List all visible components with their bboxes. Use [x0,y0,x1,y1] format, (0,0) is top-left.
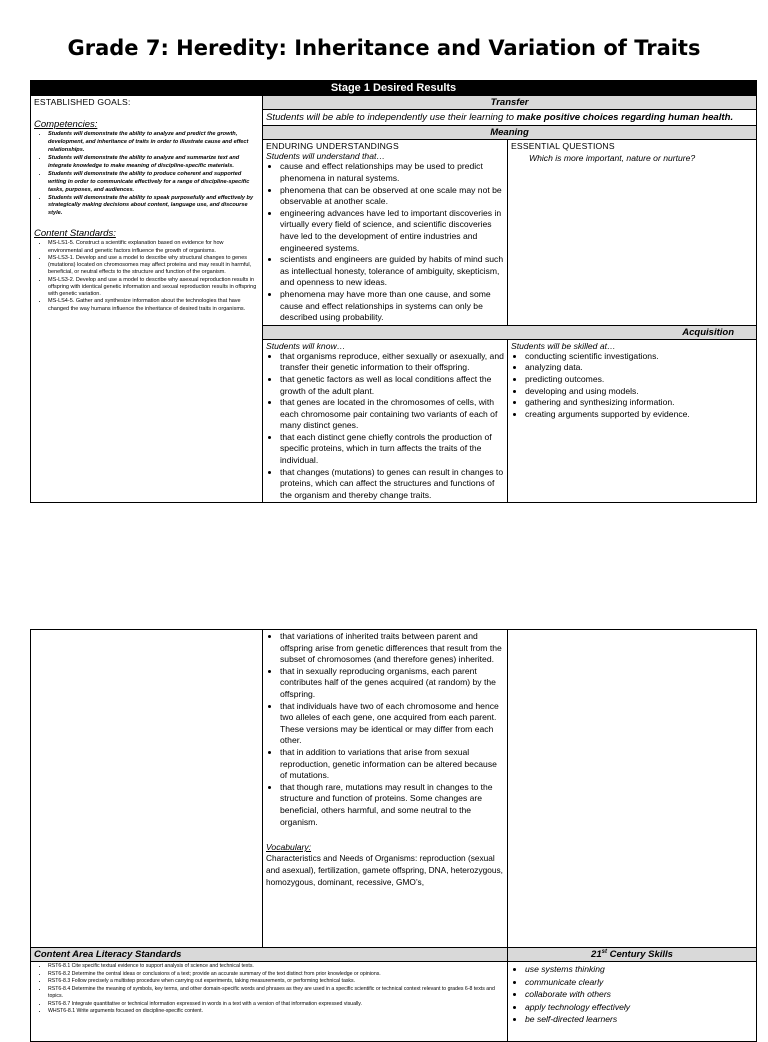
meaning-band: Meaning [263,126,757,140]
literacy-standards-band: Content Area Literacy Standards [31,948,508,962]
literacy-list [34,963,504,1016]
goals-label: ESTABLISHED GOALS: [34,97,131,107]
know-item: • that genes are located in the chromosomes of cells, with each chromosome pair containing two variants of each of many distinct genes. [280,397,504,432]
content-standards-list [34,240,259,313]
transfer-band: Transfer [263,96,757,110]
eu-intro: Students will understand that… [266,151,385,162]
transfer-text: Students will be able to independently use their learning to [266,112,517,123]
stage1-table [30,80,757,503]
essential-questions-cell [508,140,757,325]
competencies-label: Competencies: [34,119,98,130]
know-item: • that organisms reproduce, either sexually or asexually, and transfer their genetic information to their offspring. [280,351,504,374]
eq-label: ESSENTIAL QUESTIONS [511,141,615,152]
century-skill-item: • apply technology effectively [525,1001,753,1013]
knowledge-cell [263,339,508,503]
century-skill-item: • use systems thinking [525,963,753,975]
skilled-list [511,351,753,421]
skilled-intro: Students will be skilled at… [511,340,616,351]
century-skills-label-rest: Century Skills [606,949,673,961]
know-item: • that in addition to variations that arise from sexual reproduction, genetic information can be altered because of mutations. [280,747,504,782]
continued-know-list [266,631,504,828]
know-item: • that variations of inherited traits between parent and offspring arise from genetic differences that result from the subset of chromosomes (and therefore genes) inherited. [280,631,504,666]
know-item: • that each distinct gene chiefly controls the production of specific proteins, which in turn affects the traits of the individual. [280,432,504,467]
competency-item: • Students will demonstrate the ability to analyze and predict the growth, development, and inheritance of traits in order to illustrate cause and effect relationships. [48,131,259,155]
skill-item: • developing and using models. [525,386,753,398]
literacy-item: • RST6-8.4 Determine the meaning of symbols, key terms, and other domain-specific words and phrases as they are used in a specific scientific or technical context relevant to grades 6-8 texts and topics. [48,986,504,1001]
century-skill-item: • communicate clearly [525,976,753,988]
know-item: • that genetic factors as well as local conditions affect the growth of the adult plant. [280,374,504,397]
century-skills-band [508,948,757,962]
century-skills-list [511,963,753,1025]
know-item: • that though rare, mutations may result in changes to the structure and function of proteins. Some changes are beneficial, others harmful, and some neutral to the organism. [280,782,504,828]
page-title: Grade 7: Heredity: Inheritance and Variation of Traits [67,36,701,60]
established-goals-cell [31,96,263,503]
know-item: • that individuals have two of each chromosome and hence two alleles of each gene, one acquired from each parent. These versions may be identical or may differ from each other. [280,701,504,747]
literacy-standards-cell [31,962,508,1042]
eu-item: • scientists and engineers are guided by habits of mind such as intellectual honesty, tolerance of ambiguity, skepticism, and openness to new ideas. [280,254,504,289]
skill-item: • conducting scientific investigations. [525,351,753,363]
skill-item: • gathering and synthesizing information. [525,397,753,409]
century-skills-sup: st [601,949,607,955]
literacy-item: • RST6-8.3 Follow precisely a multistep procedure when carrying out experiments, taking measurements, or performing technical tasks. [48,978,504,986]
eu-item: • cause and effect relationships may be used to predict phenomena in natural systems. [280,161,504,184]
skill-item: • analyzing data. [525,362,753,374]
eu-label: ENDURING UNDERSTANDINGS [266,141,399,152]
competency-item: • Students will demonstrate the ability to analyze and summarize text and integrate knowledge to make meaning of discipline-specific materials. [48,155,259,171]
competencies-list [34,131,259,218]
skill-item: • creating arguments supported by evidence. [525,409,753,421]
stage1-continued-table [30,629,757,1042]
acquisition-band: Acquisition [263,325,757,339]
standard-item: • MS-LS3-1. Develop and use a model to describe why structural changes to genes (mutations) located on chromosomes may affect proteins and may result in harmful, beneficial, or neutral effects to the structure and function of the organism. [48,255,259,277]
literacy-item: • RST6-8.1 Cite specific textual evidence to support analysis of science and technical texts. [48,963,504,971]
content-standards-label: Content Standards: [34,228,116,240]
skill-item: • predicting outcomes. [525,374,753,386]
standard-item: • MS-LS4-5. Gather and synthesize information about the technologies that have changed the way humans influence the inheritance of desired traits in organisms. [48,298,259,313]
continued-skills-cell [508,630,757,948]
know-intro: Students will know… [266,340,346,351]
eu-item: • phenomena that can be observed at one scale may not be observable at another scale. [280,185,504,208]
vocabulary-text: Characteristics and Needs of Organisms: reproduction (sexual and asexual), fertilization, gamete offspring, DNA, heterozygous, homozygous, dominant, recessive, GMO’s, [266,853,503,888]
eu-item: • engineering advances have led to important discoveries in virtually every field of science, and scientific discoveries have led to the development of entire industries and engineered systems. [280,208,504,254]
continued-knowledge-cell [263,630,508,948]
continued-goals-cell [31,630,263,948]
enduring-understandings-cell [263,140,508,325]
competency-item: • Students will demonstrate the ability to produce coherent and supported writing in order to communicate effectively for a range of discipline-specific tasks, purposes, and audiences. [48,171,259,195]
skills-cell [508,339,757,503]
century-skills-label: 21 [591,949,602,961]
stage1-header: Stage 1 Desired Results [31,81,757,96]
eu-item: • phenomena may have more than one cause, and some cause and effect relationships in systems can only be described using probability. [280,289,504,324]
vocabulary-label: Vocabulary: [266,842,312,853]
eq-text: Which is more important, nature or nurture? [529,153,696,164]
literacy-item: • RST6-8.2 Determine the central ideas or conclusions of a text; provide an accurate summary of the text distinct from prior knowledge or opinions. [48,971,504,979]
eu-list [266,161,504,323]
century-skill-item: • collaborate with others [525,988,753,1000]
century-skills-cell [508,962,757,1042]
literacy-item: • RST6-8.7 Integrate quantitative or technical information expressed in words in a text with a version of that information expressed visually. [48,1001,504,1009]
know-item: • that in sexually reproducing organisms, each parent contributes half of the genes acquired (at random) by the offspring. [280,666,504,701]
transfer-text-bold: make positive choices regarding human health. [516,112,734,123]
transfer-cell [263,110,757,126]
literacy-item: • WHST6-8.1 Write arguments focused on discipline-specific content. [48,1008,504,1016]
competency-item: • Students will demonstrate the ability to speak purposefully and effectively by strategically making decisions about content, language use, and discourse style. [48,195,259,219]
know-item: • that changes (mutations) to genes can result in changes to proteins, which can affect the structures and functions of the organism and thereby change traits. [280,467,504,502]
standard-item: • MS-LS3-2. Develop and use a model to describe why asexual reproduction results in offspring with identical genetic information and sexual reproduction results in offspring with genetic variation. [48,277,259,299]
century-skill-item: • be self-directed learners [525,1013,753,1025]
standard-item: • MS-LS1-5. Construct a scientific explanation based on evidence for how environmental and genetic factors influence the growth of organisms. [48,240,259,255]
know-list [266,351,504,502]
